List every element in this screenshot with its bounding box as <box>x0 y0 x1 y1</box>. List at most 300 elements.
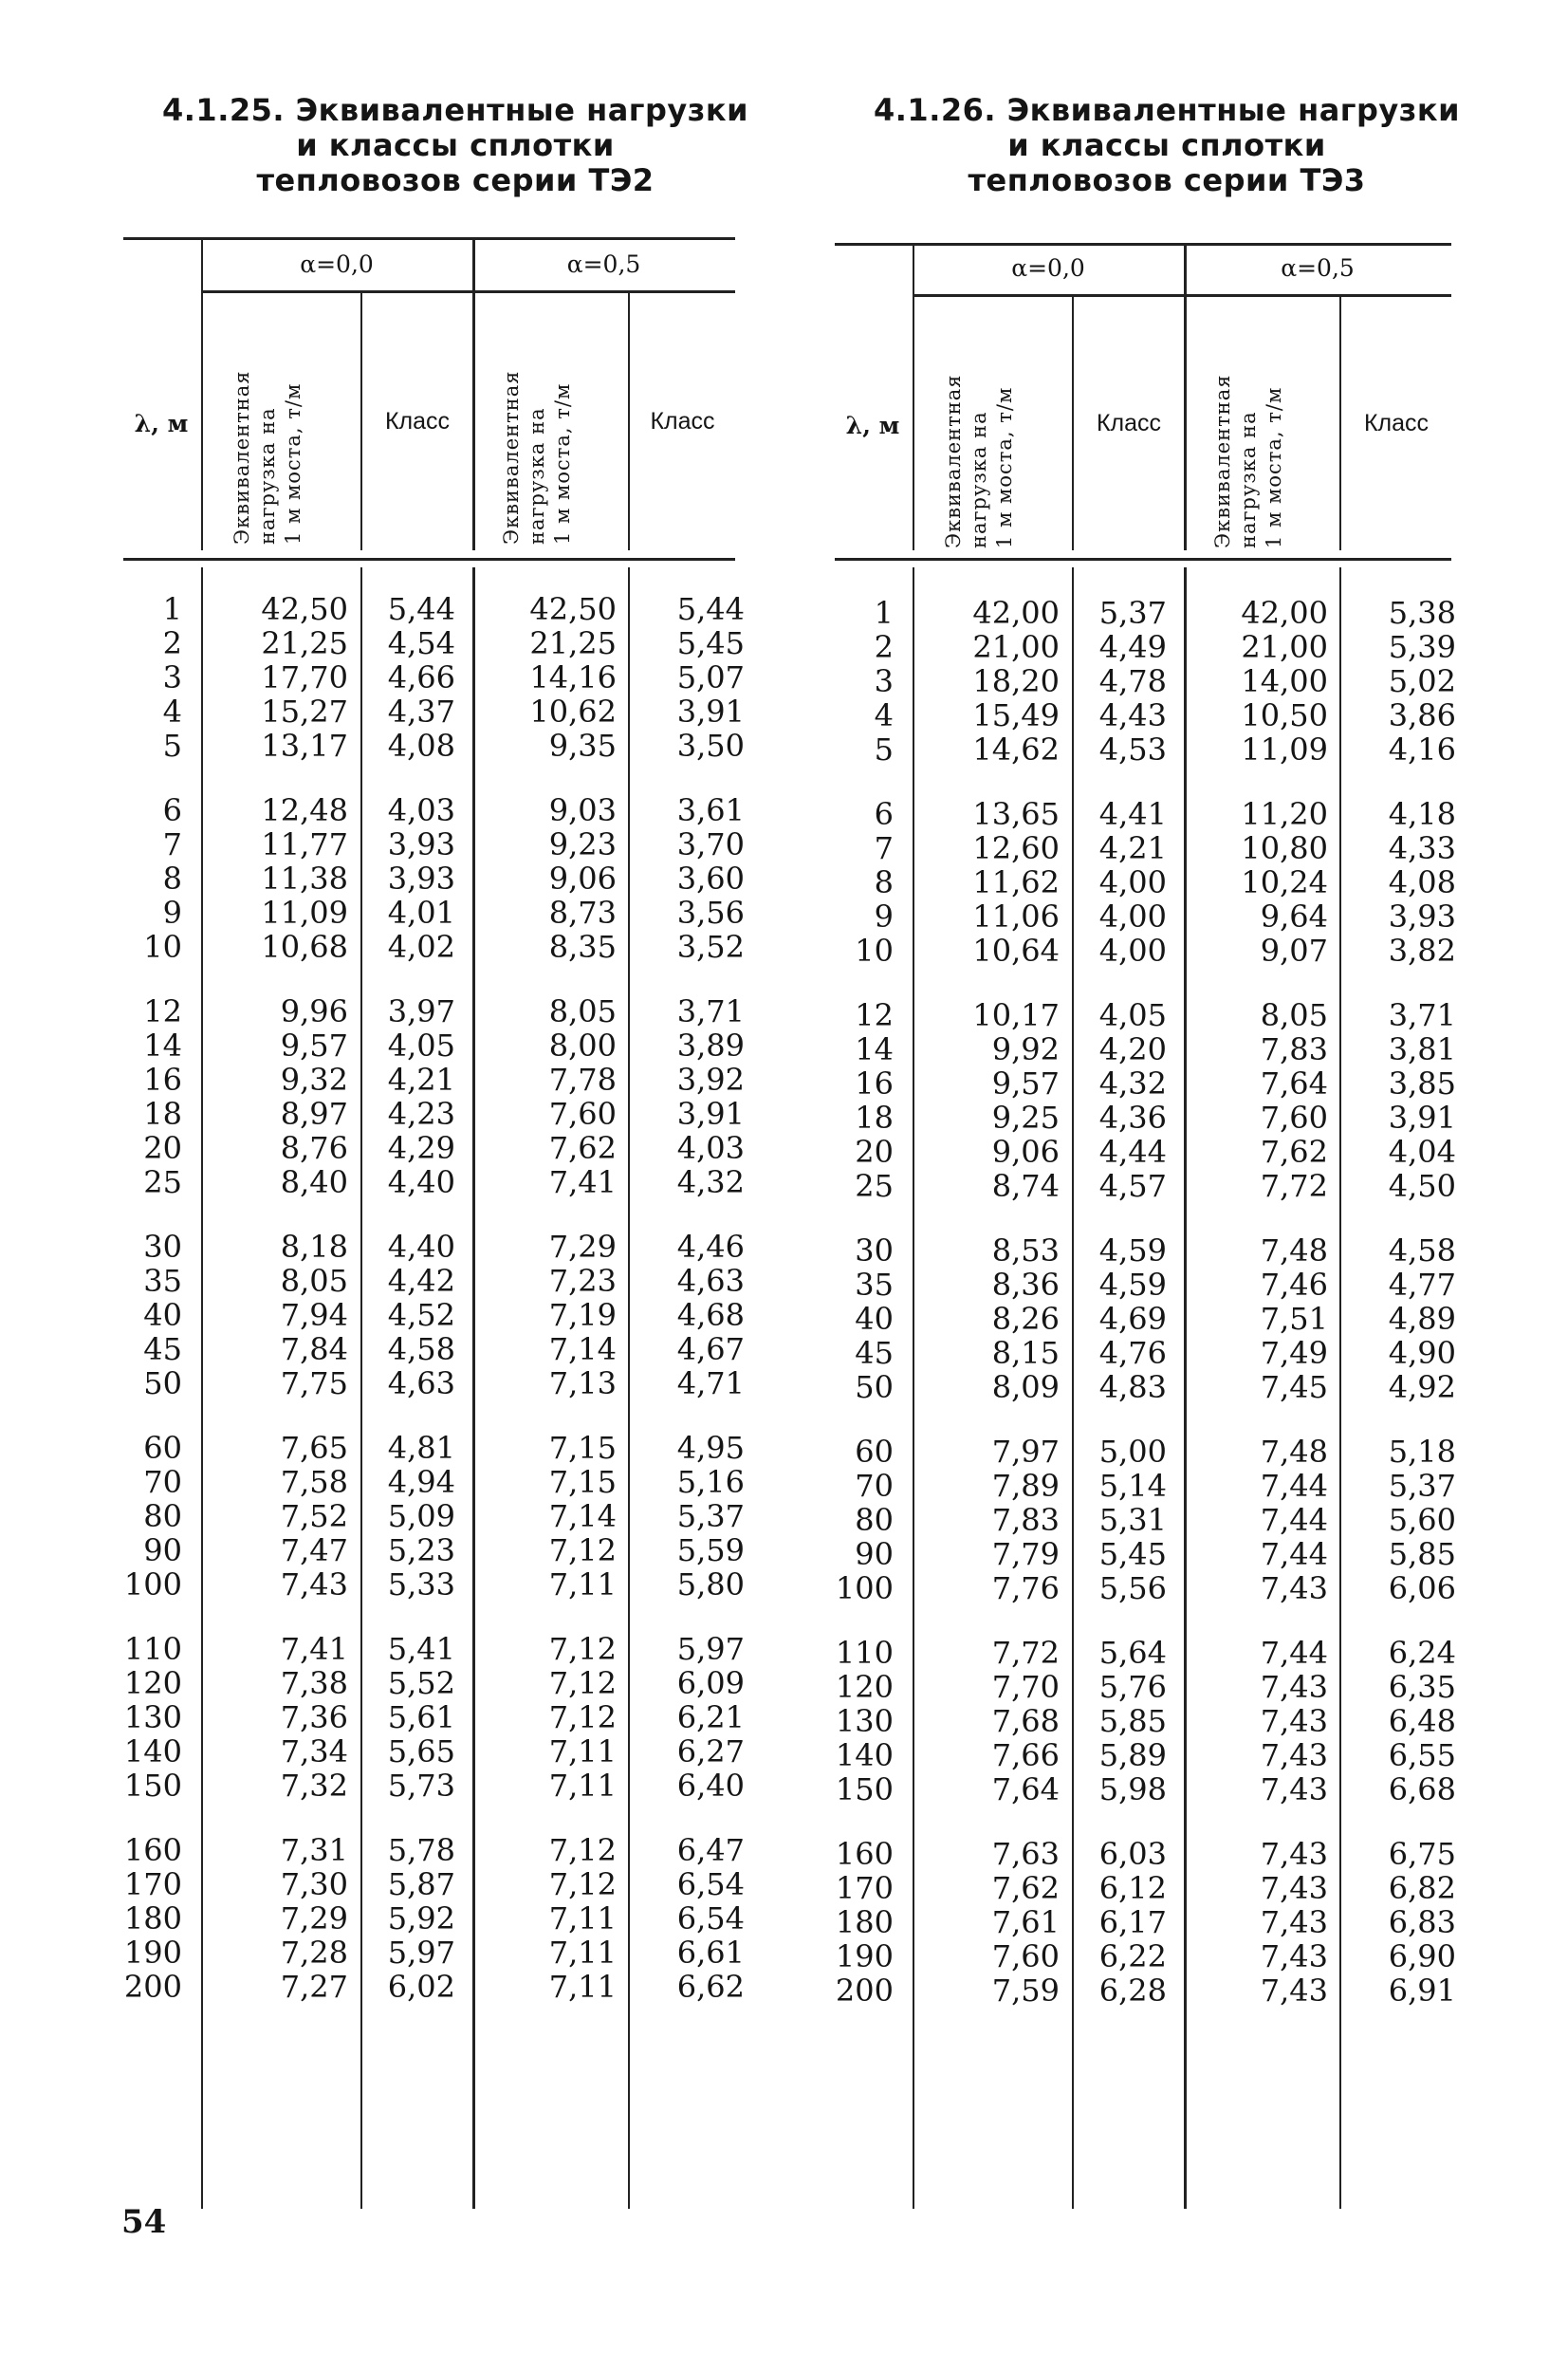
class-alpha05-cell: 5,39 <box>1388 629 1456 665</box>
class-alpha05-cell: 6,06 <box>1388 1570 1456 1606</box>
table-row <box>835 1871 1499 1905</box>
class-alpha05-cell: 5,18 <box>1388 1434 1456 1470</box>
class-alpha0-cell: 5,97 <box>387 1935 455 1971</box>
row-group <box>835 596 1499 767</box>
table-row <box>835 797 1499 831</box>
load-header-line: Эквивалентная <box>231 370 253 545</box>
row-group <box>835 998 1499 1203</box>
load-alpha0-cell: 7,76 <box>991 1570 1060 1606</box>
class-alpha05-cell: 6,48 <box>1388 1703 1456 1739</box>
load-alpha05-cell: 11,09 <box>1241 732 1328 768</box>
table-row <box>835 899 1499 934</box>
lambda-cell: 10 <box>855 933 894 969</box>
row-group <box>123 592 787 763</box>
table-row <box>123 1700 787 1734</box>
lambda-cell: 70 <box>855 1468 894 1504</box>
row-group <box>835 1837 1499 2008</box>
lambda-cell: 110 <box>123 1631 182 1667</box>
load-alpha0-cell: 7,97 <box>991 1434 1060 1470</box>
load-alpha05-cell: 8,35 <box>548 929 617 965</box>
load-alpha0-cell: 11,38 <box>261 861 348 897</box>
table-row <box>123 1332 787 1366</box>
class-alpha0-cell: 5,87 <box>387 1866 455 1902</box>
load-alpha0-cell: 7,43 <box>280 1566 348 1603</box>
load-alpha0-cell: 21,00 <box>972 629 1060 665</box>
class-alpha05-cell: 4,50 <box>1388 1168 1456 1204</box>
lambda-cell: 130 <box>835 1703 894 1739</box>
load-alpha0-cell: 9,32 <box>280 1062 348 1098</box>
table-row <box>123 1769 787 1803</box>
class-alpha05-cell: 6,27 <box>676 1733 745 1769</box>
class-alpha05-cell: 3,81 <box>1388 1031 1456 1067</box>
load-alpha0-cell: 42,50 <box>261 591 348 627</box>
lambda-cell: 60 <box>143 1430 182 1466</box>
class-alpha0-cell: 4,21 <box>387 1062 455 1098</box>
class-alpha05-cell: 4,04 <box>1388 1134 1456 1170</box>
class-alpha05-cell: 4,71 <box>676 1365 745 1401</box>
class-alpha0-cell: 5,76 <box>1098 1669 1167 1705</box>
load-alpha0-cell: 18,20 <box>972 663 1060 699</box>
table-row <box>123 695 787 729</box>
table-row <box>835 698 1499 732</box>
table-row <box>835 1435 1499 1469</box>
class-alpha0-cell: 6,17 <box>1098 1904 1167 1940</box>
load-alpha05-cell: 7,43 <box>1260 1870 1328 1906</box>
class-alpha0-cell: 5,44 <box>387 591 455 627</box>
class-alpha0-cell: 4,69 <box>1098 1301 1167 1337</box>
class-alpha0-cell: 4,83 <box>1098 1369 1167 1405</box>
load-header-line: Эквивалентная <box>942 374 965 548</box>
lambda-cell: 45 <box>855 1335 894 1371</box>
load-alpha05-cell: 21,00 <box>1241 629 1328 665</box>
table-row <box>835 1302 1499 1336</box>
load-alpha05-cell: 7,43 <box>1260 1737 1328 1773</box>
class-alpha0-cell: 4,03 <box>387 792 455 828</box>
class-alpha0-cell: 5,23 <box>387 1532 455 1568</box>
table-row <box>835 831 1499 865</box>
alpha-05-header: α=0,5 <box>1281 254 1355 282</box>
lambda-cell: 5 <box>162 728 182 764</box>
table-row <box>123 1632 787 1666</box>
lambda-cell: 190 <box>123 1935 182 1971</box>
class-alpha05-cell: 5,59 <box>676 1532 745 1568</box>
load-alpha0-cell: 9,25 <box>991 1100 1060 1136</box>
load-alpha05-cell: 7,19 <box>548 1297 617 1333</box>
load-alpha05-cell: 7,43 <box>1260 1703 1328 1739</box>
load-alpha05-cell: 7,12 <box>548 1532 617 1568</box>
lambda-cell: 30 <box>143 1229 182 1265</box>
load-alpha05-cell: 7,78 <box>548 1062 617 1098</box>
load-alpha0-cell: 7,36 <box>280 1699 348 1735</box>
load-alpha05-cell: 10,80 <box>1241 830 1328 866</box>
load-alpha05-cell: 9,35 <box>548 728 617 764</box>
table-row <box>123 896 787 930</box>
lambda-cell: 35 <box>855 1267 894 1303</box>
lambda-cell: 9 <box>162 895 182 931</box>
class-alpha05-cell: 4,95 <box>676 1430 745 1466</box>
load-alpha05-cell: 7,44 <box>1260 1468 1328 1504</box>
class-alpha0-cell: 5,33 <box>387 1566 455 1603</box>
table-row <box>835 1905 1499 1939</box>
load-alpha05-cell: 7,51 <box>1260 1301 1328 1337</box>
title-line: тепловозов серии ТЭ2 <box>256 162 655 198</box>
class-alpha05-cell: 4,67 <box>676 1331 745 1367</box>
class-alpha05-cell: 5,44 <box>676 591 745 627</box>
lambda-cell: 25 <box>143 1164 182 1200</box>
table-te3 <box>835 0 1499 2353</box>
load-alpha0-cell: 7,66 <box>991 1737 1060 1773</box>
load-alpha05-cell: 7,64 <box>1260 1065 1328 1102</box>
class-alpha0-cell: 4,29 <box>387 1130 455 1166</box>
table-row <box>835 664 1499 698</box>
class-alpha0-cell: 4,01 <box>387 895 455 931</box>
load-alpha0-cell: 7,38 <box>280 1665 348 1701</box>
table-row <box>123 1097 787 1131</box>
load-alpha0-cell: 11,09 <box>261 895 348 931</box>
table-row <box>835 732 1499 767</box>
class-alpha0-cell: 4,37 <box>387 694 455 730</box>
title-line: тепловозов серии ТЭ3 <box>968 162 1366 198</box>
class-alpha0-cell: 5,98 <box>1098 1771 1167 1807</box>
load-alpha05-cell: 8,05 <box>1260 997 1328 1033</box>
class-alpha0-cell: 4,20 <box>1098 1031 1167 1067</box>
load-alpha05-cell: 7,15 <box>548 1464 617 1500</box>
lambda-header: λ, м <box>134 410 189 437</box>
class-alpha0-cell: 4,94 <box>387 1464 455 1500</box>
load-alpha05-cell: 11,20 <box>1241 796 1328 832</box>
load-alpha05-cell: 14,00 <box>1241 663 1328 699</box>
load-alpha0-cell: 7,30 <box>280 1866 348 1902</box>
load-alpha05-cell: 7,49 <box>1260 1335 1328 1371</box>
lambda-cell: 120 <box>835 1669 894 1705</box>
class-alpha0-cell: 4,76 <box>1098 1335 1167 1371</box>
title-line: 4.1.26. Эквивалентные нагрузки <box>874 92 1460 128</box>
load-alpha0-cell: 13,17 <box>261 728 348 764</box>
lambda-cell: 1 <box>874 595 894 631</box>
table-row <box>835 630 1499 664</box>
class-alpha05-cell: 4,90 <box>1388 1335 1456 1371</box>
table-row <box>123 1431 787 1465</box>
class-alpha0-cell: 5,92 <box>387 1900 455 1936</box>
lambda-cell: 90 <box>855 1536 894 1572</box>
load-alpha0-cell: 9,96 <box>280 993 348 1029</box>
table-row <box>123 1734 787 1769</box>
table-row <box>835 1066 1499 1101</box>
load-alpha0-cell: 14,62 <box>972 732 1060 768</box>
class-alpha0-cell: 4,63 <box>387 1365 455 1401</box>
lambda-cell: 140 <box>835 1737 894 1773</box>
class-alpha05-cell: 4,89 <box>1388 1301 1456 1337</box>
class-alpha05-cell: 5,38 <box>1388 595 1456 631</box>
table-row <box>123 1867 787 1901</box>
table-row <box>835 1101 1499 1135</box>
load-header-line: 1 м моста, т/м <box>282 382 304 545</box>
class-alpha0-cell: 5,64 <box>1098 1635 1167 1671</box>
class-alpha0-cell: 5,89 <box>1098 1737 1167 1773</box>
load-alpha0-cell: 7,70 <box>991 1669 1060 1705</box>
load-alpha05-cell: 7,13 <box>548 1365 617 1401</box>
class-alpha05-cell: 6,21 <box>676 1699 745 1735</box>
load-alpha0-cell: 8,15 <box>991 1335 1060 1371</box>
class-alpha0-cell: 4,00 <box>1098 899 1167 935</box>
load-alpha05-cell: 7,11 <box>548 1768 617 1804</box>
table-row <box>835 1738 1499 1772</box>
load-alpha05-cell: 7,60 <box>548 1096 617 1132</box>
header-bottom-rule <box>123 558 735 561</box>
table-row <box>123 1298 787 1332</box>
lambda-cell: 1 <box>162 591 182 627</box>
class-alpha0-cell: 4,36 <box>1098 1100 1167 1136</box>
top-rule <box>835 243 1451 246</box>
row-group <box>123 994 787 1199</box>
lambda-cell: 120 <box>123 1665 182 1701</box>
class-alpha05-cell: 4,58 <box>1388 1232 1456 1269</box>
load-alpha05-cell: 7,29 <box>548 1229 617 1265</box>
load-alpha05-cell: 7,48 <box>1260 1232 1328 1269</box>
lambda-cell: 14 <box>855 1031 894 1067</box>
row-group <box>835 1435 1499 1605</box>
lambda-cell: 10 <box>143 929 182 965</box>
load-alpha0-cell: 7,31 <box>280 1832 348 1868</box>
class-alpha05-cell: 3,52 <box>676 929 745 965</box>
load-alpha05-cell: 9,07 <box>1260 933 1328 969</box>
class-alpha05-cell: 3,86 <box>1388 697 1456 733</box>
table-row <box>835 998 1499 1032</box>
class-alpha05-cell: 6,75 <box>1388 1836 1456 1872</box>
class-alpha0-cell: 5,85 <box>1098 1703 1167 1739</box>
load-alpha05-cell: 9,23 <box>548 826 617 862</box>
table-row <box>835 1370 1499 1404</box>
table-row <box>123 1936 787 1970</box>
class-alpha05-cell: 6,40 <box>676 1768 745 1804</box>
class-alpha05-cell: 6,90 <box>1388 1938 1456 1974</box>
load-alpha0-cell: 7,62 <box>991 1870 1060 1906</box>
lambda-cell: 160 <box>835 1836 894 1872</box>
class-alpha0-cell: 4,59 <box>1098 1267 1167 1303</box>
class-alpha0-cell: 4,66 <box>387 659 455 695</box>
load-header-line: Эквивалентная <box>500 370 523 545</box>
class-alpha05-cell: 6,24 <box>1388 1635 1456 1671</box>
load-alpha05-cell: 7,11 <box>548 1969 617 2005</box>
lambda-cell: 6 <box>162 792 182 828</box>
load-header-line: нагрузка на <box>256 407 279 545</box>
lambda-cell: 25 <box>855 1168 894 1204</box>
load-alpha0-cell: 8,97 <box>280 1096 348 1132</box>
table-row <box>835 1336 1499 1370</box>
load-alpha0-cell: 10,68 <box>261 929 348 965</box>
class-alpha05-cell: 3,91 <box>676 694 745 730</box>
class-header: Класс <box>384 408 451 435</box>
class-alpha05-cell: 6,91 <box>1388 1973 1456 2009</box>
alpha-rule <box>913 294 1451 297</box>
lambda-cell: 50 <box>855 1369 894 1405</box>
load-alpha0-cell: 7,58 <box>280 1464 348 1500</box>
class-alpha0-cell: 4,40 <box>387 1164 455 1200</box>
load-alpha0-cell: 15,27 <box>261 694 348 730</box>
table-row <box>835 1670 1499 1704</box>
lambda-cell: 8 <box>874 864 894 900</box>
class-alpha0-cell: 4,05 <box>1098 997 1167 1033</box>
class-alpha0-cell: 5,56 <box>1098 1570 1167 1606</box>
table-row <box>835 1704 1499 1738</box>
load-alpha0-cell: 15,49 <box>972 697 1060 733</box>
load-alpha05-cell: 7,14 <box>548 1498 617 1534</box>
class-alpha0-cell: 3,93 <box>387 861 455 897</box>
load-alpha05-cell: 7,43 <box>1260 1973 1328 2009</box>
table-row <box>835 1939 1499 1973</box>
load-alpha05-cell: 7,44 <box>1260 1635 1328 1671</box>
load-alpha0-cell: 9,57 <box>991 1065 1060 1102</box>
lambda-cell: 40 <box>855 1301 894 1337</box>
class-alpha0-cell: 4,23 <box>387 1096 455 1132</box>
table-row <box>835 1032 1499 1066</box>
class-alpha0-cell: 6,02 <box>387 1969 455 2005</box>
table-row <box>123 1970 787 2004</box>
lambda-cell: 18 <box>855 1100 894 1136</box>
load-alpha0-cell: 10,17 <box>972 997 1060 1033</box>
lambda-cell: 20 <box>143 1130 182 1166</box>
lambda-cell: 70 <box>143 1464 182 1500</box>
class-alpha05-cell: 3,91 <box>676 1096 745 1132</box>
lambda-cell: 90 <box>143 1532 182 1568</box>
class-alpha05-cell: 3,82 <box>1388 933 1456 969</box>
class-alpha05-cell: 3,85 <box>1388 1065 1456 1102</box>
load-header-line: Эквивалентная <box>1211 374 1234 548</box>
class-alpha0-cell: 4,43 <box>1098 697 1167 733</box>
load-alpha05-cell: 14,16 <box>529 659 617 695</box>
alpha-rule <box>201 290 735 293</box>
load-alpha0-cell: 8,53 <box>991 1232 1060 1269</box>
class-alpha0-cell: 4,32 <box>1098 1065 1167 1102</box>
class-header: Класс <box>650 408 715 435</box>
load-alpha0-cell: 7,29 <box>280 1900 348 1936</box>
class-alpha0-cell: 4,53 <box>1098 732 1167 768</box>
class-alpha05-cell: 3,71 <box>676 993 745 1029</box>
class-alpha05-cell: 3,70 <box>676 826 745 862</box>
class-header: Класс <box>1096 410 1162 436</box>
row-group <box>123 1833 787 2004</box>
load-alpha05-cell: 7,12 <box>548 1866 617 1902</box>
load-header-line: 1 м моста, т/м <box>993 386 1016 548</box>
table-row <box>835 1503 1499 1537</box>
header-divider <box>472 239 475 550</box>
load-alpha0-cell: 8,05 <box>280 1263 348 1299</box>
load-alpha0-cell: 7,68 <box>991 1703 1060 1739</box>
lambda-cell: 5 <box>874 732 894 768</box>
load-alpha0-cell: 8,18 <box>280 1229 348 1265</box>
alpha-0-header: α=0,0 <box>1011 254 1085 282</box>
load-alpha05-cell: 7,83 <box>1260 1031 1328 1067</box>
load-alpha05-cell: 7,41 <box>548 1164 617 1200</box>
lambda-cell: 9 <box>874 899 894 935</box>
class-alpha05-cell: 5,80 <box>676 1566 745 1603</box>
lambda-cell: 100 <box>835 1570 894 1606</box>
lambda-cell: 20 <box>855 1134 894 1170</box>
load-alpha0-cell: 7,34 <box>280 1733 348 1769</box>
load-alpha0-cell: 10,64 <box>972 933 1060 969</box>
table-row <box>835 1973 1499 2008</box>
table-row <box>835 1636 1499 1670</box>
load-alpha0-cell: 11,62 <box>972 864 1060 900</box>
lambda-cell: 45 <box>143 1331 182 1367</box>
class-alpha0-cell: 5,78 <box>387 1832 455 1868</box>
load-alpha05-cell: 7,43 <box>1260 1836 1328 1872</box>
table-row <box>123 1901 787 1936</box>
load-alpha0-cell: 7,59 <box>991 1973 1060 2009</box>
load-alpha0-cell: 9,06 <box>991 1134 1060 1170</box>
load-alpha05-cell: 7,43 <box>1260 1771 1328 1807</box>
class-alpha05-cell: 6,09 <box>676 1665 745 1701</box>
load-alpha0-cell: 7,64 <box>991 1771 1060 1807</box>
class-alpha0-cell: 5,37 <box>1098 595 1167 631</box>
table-row <box>123 793 787 827</box>
class-alpha0-cell: 4,59 <box>1098 1232 1167 1269</box>
class-alpha05-cell: 3,61 <box>676 792 745 828</box>
load-alpha05-cell: 42,50 <box>529 591 617 627</box>
class-alpha0-cell: 6,12 <box>1098 1870 1167 1906</box>
header-divider <box>913 245 914 550</box>
load-alpha05-cell: 7,62 <box>1260 1134 1328 1170</box>
class-alpha05-cell: 6,83 <box>1388 1904 1456 1940</box>
load-alpha05-cell: 42,00 <box>1241 595 1328 631</box>
table-row <box>835 1772 1499 1806</box>
load-alpha05-cell: 7,72 <box>1260 1168 1328 1204</box>
class-alpha05-cell: 3,60 <box>676 861 745 897</box>
load-header <box>941 302 1043 548</box>
lambda-cell: 6 <box>874 796 894 832</box>
class-alpha0-cell: 6,28 <box>1098 1973 1167 2009</box>
class-alpha05-cell: 5,07 <box>676 659 745 695</box>
table-row <box>123 626 787 660</box>
class-alpha0-cell: 4,40 <box>387 1229 455 1265</box>
lambda-cell: 200 <box>123 1969 182 2005</box>
class-alpha05-cell: 5,16 <box>676 1464 745 1500</box>
class-alpha05-cell: 3,71 <box>1388 997 1456 1033</box>
alpha-05-header: α=0,5 <box>566 250 641 278</box>
load-alpha05-cell: 7,12 <box>548 1699 617 1735</box>
table-row <box>123 862 787 896</box>
load-alpha05-cell: 7,48 <box>1260 1434 1328 1470</box>
class-alpha05-cell: 6,54 <box>676 1866 745 1902</box>
load-alpha05-cell: 7,15 <box>548 1430 617 1466</box>
load-alpha05-cell: 7,11 <box>548 1733 617 1769</box>
load-alpha05-cell: 7,45 <box>1260 1369 1328 1405</box>
class-alpha0-cell: 5,73 <box>387 1768 455 1804</box>
load-alpha05-cell: 7,43 <box>1260 1570 1328 1606</box>
class-alpha05-cell: 4,68 <box>676 1297 745 1333</box>
header-divider <box>1184 245 1187 550</box>
load-alpha0-cell: 7,61 <box>991 1904 1060 1940</box>
class-alpha05-cell: 6,55 <box>1388 1737 1456 1773</box>
class-alpha05-cell: 3,91 <box>1388 1100 1456 1136</box>
class-alpha0-cell: 5,31 <box>1098 1502 1167 1538</box>
load-alpha05-cell: 10,62 <box>529 694 617 730</box>
row-group <box>835 797 1499 968</box>
lambda-cell: 3 <box>874 663 894 699</box>
page-number: 54 <box>121 2203 167 2241</box>
load-alpha05-cell: 7,43 <box>1260 1938 1328 1974</box>
lambda-cell: 35 <box>143 1263 182 1299</box>
load-alpha0-cell: 13,65 <box>972 796 1060 832</box>
table-te2 <box>123 0 787 2353</box>
class-alpha0-cell: 4,58 <box>387 1331 455 1367</box>
load-alpha05-cell: 7,12 <box>548 1631 617 1667</box>
row-group <box>123 1632 787 1803</box>
table-row <box>123 729 787 763</box>
class-alpha05-cell: 4,77 <box>1388 1267 1456 1303</box>
class-alpha05-cell: 5,37 <box>676 1498 745 1534</box>
table-row <box>123 1465 787 1499</box>
